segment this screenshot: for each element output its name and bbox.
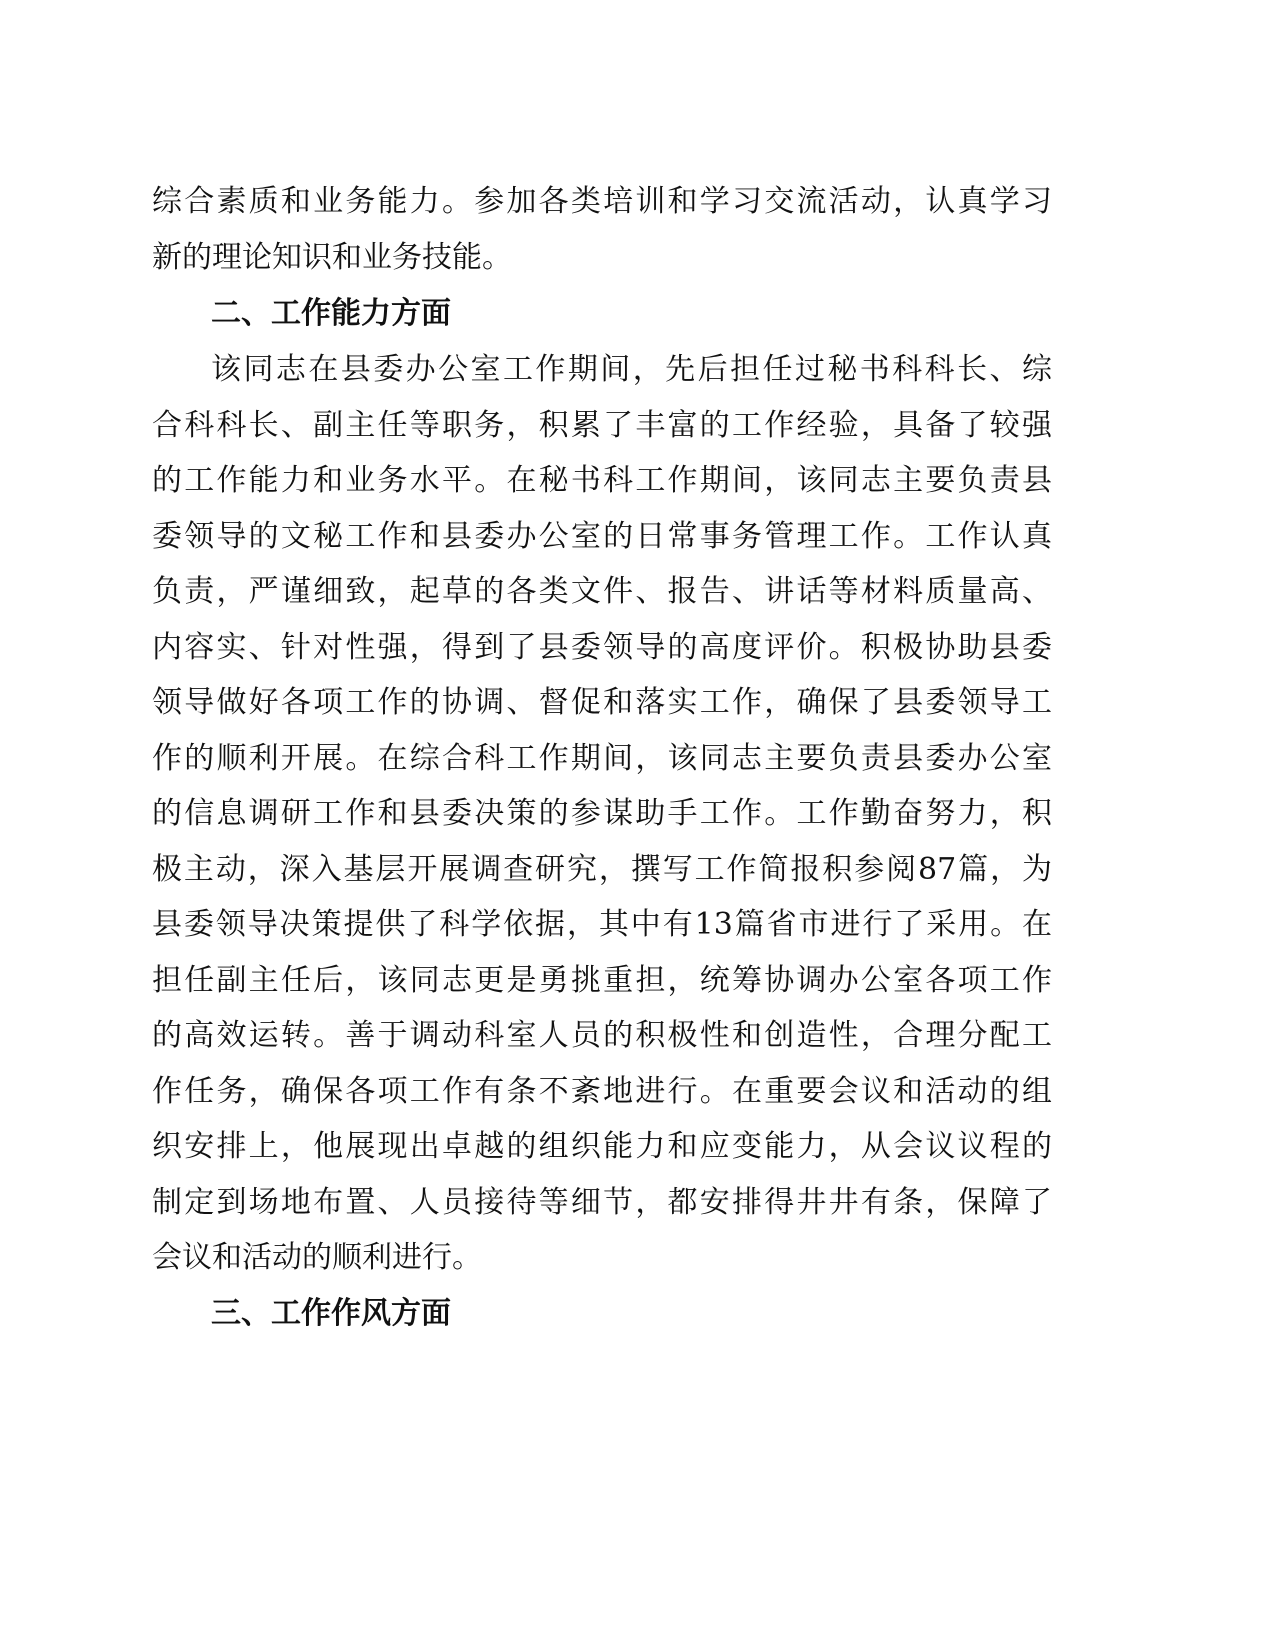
- paragraph-line: 作任务，确保各项工作有条不紊地进行。在重要会议和活动的组: [152, 1074, 1052, 1109]
- paragraph-line: 的高效运转。善于调动科室人员的积极性和创造性，合理分配工: [152, 1018, 1052, 1053]
- paragraph-line: 综合素质和业务能力。参加各类培训和学习交流活动，认真学习: [152, 184, 1052, 219]
- section-heading-work-style: 三、工作作风方面: [211, 1296, 451, 1331]
- paragraph-line: 内容实、针对性强，得到了县委领导的高度评价。积极协助县委: [152, 630, 1052, 665]
- paragraph-line: 会议和活动的顺利进行。: [152, 1240, 482, 1275]
- paragraph-line: 担任副主任后，该同志更是勇挑重担，统筹协调办公室各项工作: [152, 963, 1052, 998]
- paragraph-line: 制定到场地布置、人员接待等细节，都安排得井井有条，保障了: [152, 1185, 1052, 1220]
- paragraph-line: 新的理论知识和业务技能。: [152, 240, 512, 275]
- paragraph-line: 作的顺利开展。在综合科工作期间，该同志主要负责县委办公室: [152, 741, 1052, 776]
- paragraph-line: 合科科长、副主任等职务，积累了丰富的工作经验，具备了较强: [152, 408, 1052, 443]
- paragraph-line: 的信息调研工作和县委决策的参谋助手工作。工作勤奋努力，积: [152, 796, 1052, 831]
- paragraph-line: 织安排上，他展现出卓越的组织能力和应变能力，从会议议程的: [152, 1129, 1052, 1164]
- paragraph-line: 委领导的文秘工作和县委办公室的日常事务管理工作。工作认真: [152, 519, 1052, 554]
- paragraph-line: 县委领导决策提供了科学依据，其中有13篇省市进行了采用。在: [152, 907, 1052, 942]
- paragraph-line: 负责，严谨细致，起草的各类文件、报告、讲话等材料质量高、: [152, 574, 1052, 609]
- paragraph-line: 该同志在县委办公室工作期间，先后担任过秘书科科长、综: [211, 352, 1052, 387]
- paragraph-line: 极主动，深入基层开展调查研究，撰写工作简报积参阅87篇，为: [152, 852, 1052, 887]
- section-heading-work-ability: 二、工作能力方面: [211, 296, 451, 331]
- paragraph-line: 领导做好各项工作的协调、督促和落实工作，确保了县委领导工: [152, 685, 1052, 720]
- paragraph-line: 的工作能力和业务水平。在秘书科工作期间，该同志主要负责县: [152, 463, 1052, 498]
